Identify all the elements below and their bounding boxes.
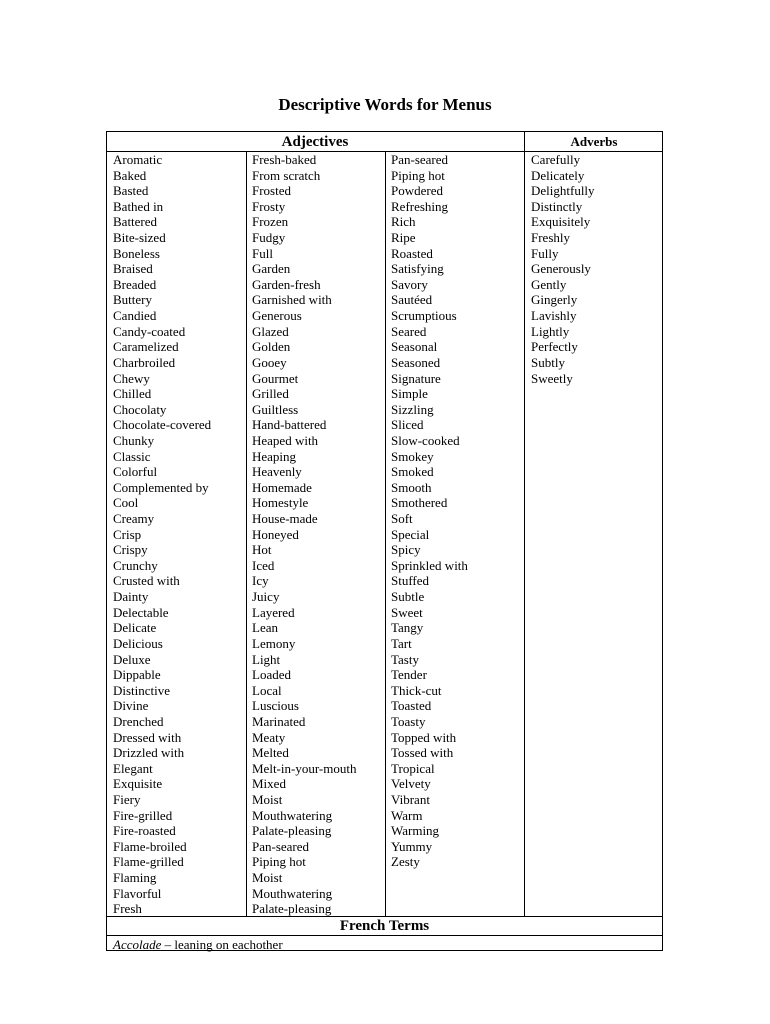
word-item: Deluxe xyxy=(113,651,151,667)
word-item: Charbroiled xyxy=(113,354,176,370)
word-item: Velvety xyxy=(391,776,431,792)
word-item: Full xyxy=(252,245,273,261)
word-item: Chocolate-covered xyxy=(113,417,212,433)
word-item: Topped with xyxy=(391,729,457,745)
word-item: Crispy xyxy=(113,542,148,558)
word-item: Marinated xyxy=(252,713,306,729)
word-item: Frozen xyxy=(252,214,289,230)
word-item: Dainty xyxy=(113,589,149,605)
word-item: Chilled xyxy=(113,386,152,402)
word-item: Flame-broiled xyxy=(113,838,187,854)
word-item: Delightfully xyxy=(531,183,595,199)
word-item: Colorful xyxy=(113,464,158,480)
word-item: Toasty xyxy=(391,713,426,729)
word-item: Golden xyxy=(252,339,291,355)
word-item: Frosty xyxy=(252,198,286,214)
word-item: Piping hot xyxy=(391,167,445,183)
word-item: Refreshing xyxy=(391,198,449,214)
french-terms-header: French Terms xyxy=(339,918,430,934)
french-terms-header-rule xyxy=(106,935,663,936)
word-item: Mouthwatering xyxy=(252,885,333,901)
word-item: Delectable xyxy=(113,604,169,620)
word-item: Chunky xyxy=(113,432,155,448)
word-item: Smokey xyxy=(391,448,434,464)
word-item: Toasted xyxy=(391,698,432,714)
word-item: Boneless xyxy=(113,245,160,261)
word-item: Sweet xyxy=(391,604,423,620)
word-item: Glazed xyxy=(252,323,289,339)
word-item: Classic xyxy=(113,448,151,464)
word-item: Tossed with xyxy=(391,745,454,761)
word-item: Garnished with xyxy=(252,292,332,308)
word-item: Lightly xyxy=(531,323,570,339)
word-item: Scrumptious xyxy=(391,308,457,324)
word-item: Honeyed xyxy=(252,526,299,542)
word-item: Special xyxy=(391,526,430,542)
word-item: Delicious xyxy=(113,635,163,651)
word-item: Lemony xyxy=(252,635,296,651)
word-item: Vibrant xyxy=(391,791,430,807)
word-item: Freshly xyxy=(531,230,570,246)
word-item: Distinctly xyxy=(531,198,583,214)
adjectives-col2-divider xyxy=(385,152,386,917)
word-item: Heavenly xyxy=(252,464,302,480)
french-term-row xyxy=(113,937,283,953)
word-item: Hot xyxy=(252,542,272,558)
word-item: Fiery xyxy=(113,791,141,807)
word-item: Crunchy xyxy=(113,557,158,573)
word-item: Sizzling xyxy=(391,401,434,417)
word-item: Signature xyxy=(391,370,441,386)
word-item: Powdered xyxy=(391,183,443,199)
word-item: Bathed in xyxy=(113,198,164,214)
word-item: Seasonal xyxy=(391,339,438,355)
word-item: Chocolaty xyxy=(113,401,167,417)
adjectives-column-2 xyxy=(252,152,356,917)
adjectives-header: Adjectives xyxy=(281,134,349,150)
word-item: Flaming xyxy=(113,870,157,886)
word-item: Subtly xyxy=(531,354,565,370)
word-item: Sprinkled with xyxy=(391,557,468,573)
word-item: Distinctive xyxy=(113,682,171,698)
word-item: Tender xyxy=(391,667,427,683)
word-item: Hand-battered xyxy=(252,417,327,433)
word-item: Heaping xyxy=(252,448,297,464)
word-item: Seasoned xyxy=(391,354,441,370)
adjectives-adverbs-divider xyxy=(524,131,525,917)
word-item: Roasted xyxy=(391,245,433,261)
word-item: Bite-sized xyxy=(113,230,166,246)
word-item: Frosted xyxy=(252,183,291,199)
word-item: From scratch xyxy=(252,167,321,183)
word-item: Guiltless xyxy=(252,401,299,417)
word-item: Gooey xyxy=(252,354,287,370)
french-term-definition: – leaning on eachother xyxy=(161,937,283,952)
word-item: Fire-grilled xyxy=(113,807,173,823)
word-item: Buttery xyxy=(113,292,152,308)
word-item: Candied xyxy=(113,308,157,324)
word-item: Tangy xyxy=(391,620,424,636)
word-item: Lavishly xyxy=(531,308,577,324)
word-item: Lean xyxy=(252,620,278,636)
word-item: Complemented by xyxy=(113,479,209,495)
word-item: Meaty xyxy=(252,729,286,745)
word-item: Homestyle xyxy=(252,495,309,511)
word-item: Baked xyxy=(113,167,147,183)
word-item: Warming xyxy=(391,823,440,839)
word-item: Garden-fresh xyxy=(252,276,321,292)
word-item: Grilled xyxy=(252,386,289,402)
word-item: Subtle xyxy=(391,589,425,605)
word-item: Battered xyxy=(113,214,158,230)
word-item: Icy xyxy=(252,573,269,589)
word-item: Creamy xyxy=(113,511,155,527)
word-item: Layered xyxy=(252,604,295,620)
word-item: Sautéed xyxy=(391,292,433,308)
word-item: Generous xyxy=(252,308,302,324)
word-item: Fresh-baked xyxy=(252,152,317,167)
word-item: Fudgy xyxy=(252,230,286,246)
word-item: Piping hot xyxy=(252,854,306,870)
word-item: Soft xyxy=(391,511,413,527)
word-item: Ripe xyxy=(391,230,416,246)
adjectives-column-3 xyxy=(391,152,468,870)
adverbs-header: Adverbs xyxy=(570,134,618,149)
word-item: Melt-in-your-mouth xyxy=(252,760,357,776)
word-item: Drizzled with xyxy=(113,745,185,761)
word-item: Dressed with xyxy=(113,729,182,745)
word-item: House-made xyxy=(252,511,318,527)
word-item: Chewy xyxy=(113,370,150,386)
word-item: Seared xyxy=(391,323,427,339)
word-item: Local xyxy=(252,682,282,698)
word-item: Divine xyxy=(113,698,149,714)
word-item: Caramelized xyxy=(113,339,179,355)
word-item: Delicately xyxy=(531,167,585,183)
adjectives-col1-divider xyxy=(246,152,247,917)
word-item: Gently xyxy=(531,276,567,292)
word-item: Candy-coated xyxy=(113,323,186,339)
word-item: Zesty xyxy=(391,854,420,870)
word-item: Yummy xyxy=(391,838,433,854)
word-item: Smothered xyxy=(391,495,448,511)
word-item: Heaped with xyxy=(252,432,319,448)
word-item: Elegant xyxy=(113,760,153,776)
word-item: Spicy xyxy=(391,542,421,558)
word-item: Savory xyxy=(391,276,428,292)
word-item: Moist xyxy=(252,870,283,886)
word-item: Tart xyxy=(391,635,412,651)
word-item: Juicy xyxy=(252,589,280,605)
word-item: Garden xyxy=(252,261,291,277)
adverbs-column xyxy=(531,152,595,386)
word-item: Homemade xyxy=(252,479,312,495)
word-item: Slow-cooked xyxy=(391,432,460,448)
word-item: Crisp xyxy=(113,526,142,542)
word-item: Luscious xyxy=(252,698,299,714)
word-item: Dippable xyxy=(113,667,161,683)
word-item: Sweetly xyxy=(531,370,573,386)
word-item: Generously xyxy=(531,261,591,277)
page-title: Descriptive Words for Menus xyxy=(278,95,492,114)
word-item: Pan-seared xyxy=(391,152,449,167)
word-item: Flame-grilled xyxy=(113,854,184,870)
word-item: Moist xyxy=(252,791,283,807)
word-item: Basted xyxy=(113,183,149,199)
word-item: Breaded xyxy=(113,276,157,292)
word-item: Tropical xyxy=(391,760,435,776)
word-item: Satisfying xyxy=(391,261,444,277)
word-item: Stuffed xyxy=(391,573,430,589)
word-item: Smoked xyxy=(391,464,434,480)
word-item: Mixed xyxy=(252,776,286,792)
word-item: Cool xyxy=(113,495,139,511)
word-item: Braised xyxy=(113,261,153,277)
french-term: Accolade xyxy=(113,937,162,952)
word-item: Exquisite xyxy=(113,776,163,792)
word-item: Flavorful xyxy=(113,885,162,901)
word-item: Simple xyxy=(391,386,428,402)
word-item: Exquisitely xyxy=(531,214,591,230)
adjectives-column-1 xyxy=(113,152,211,917)
word-item: Gourmet xyxy=(252,370,299,386)
word-item: Smooth xyxy=(391,479,432,495)
word-item: Iced xyxy=(252,557,275,573)
word-item: Loaded xyxy=(252,667,291,683)
word-item: Palate-pleasing xyxy=(252,823,332,839)
word-item: Thick-cut xyxy=(391,682,442,698)
word-item: Perfectly xyxy=(531,339,578,355)
word-item: Sliced xyxy=(391,417,424,433)
word-item: Crusted with xyxy=(113,573,180,589)
word-item: Warm xyxy=(391,807,423,823)
word-item: Rich xyxy=(391,214,416,230)
word-item: Fully xyxy=(531,245,559,261)
word-item: Fresh xyxy=(113,901,142,917)
word-item: Pan-seared xyxy=(252,838,310,854)
word-item: Delicate xyxy=(113,620,157,636)
word-item: Fire-roasted xyxy=(113,823,176,839)
word-item: Light xyxy=(252,651,281,667)
word-item: Melted xyxy=(252,745,289,761)
word-item: Aromatic xyxy=(113,152,163,167)
word-item: Palate-pleasing xyxy=(252,901,332,917)
word-item: Carefully xyxy=(531,152,581,167)
word-item: Drenched xyxy=(113,713,164,729)
word-item: Gingerly xyxy=(531,292,578,308)
word-item: Mouthwatering xyxy=(252,807,333,823)
word-item: Tasty xyxy=(391,651,419,667)
